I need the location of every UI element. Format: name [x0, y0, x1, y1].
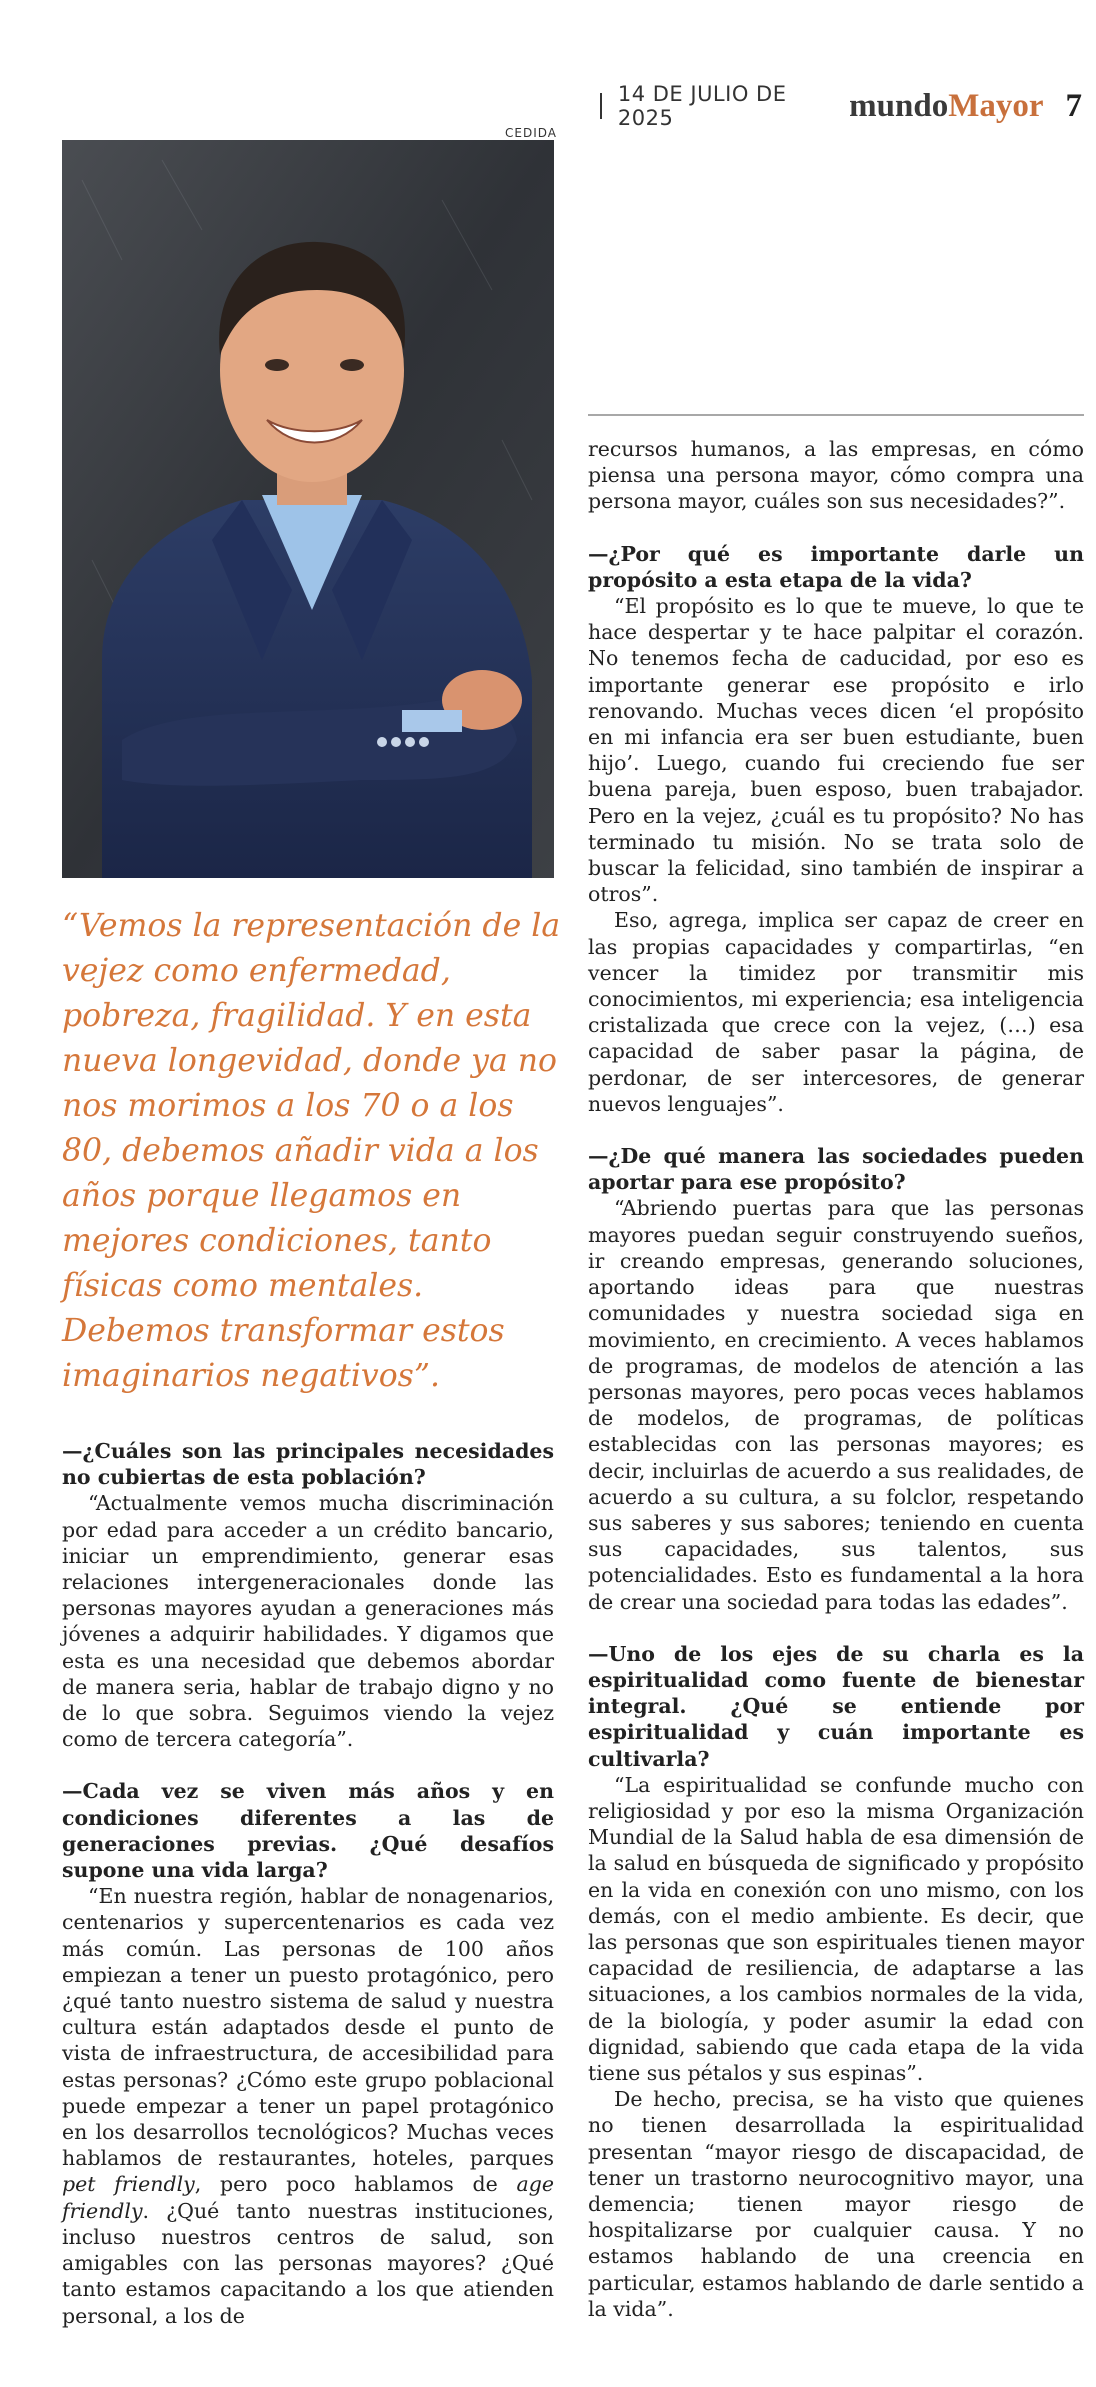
photo-credit: CEDIDA: [505, 126, 557, 140]
answer-2-continued: recursos humanos, a las empresas, en cómo piensa una persona mayor, cómo compra una persona mayor, cuáles son sus necesidades?”.: [588, 437, 1084, 514]
question-2: —Cada vez se viven más años y en condiciones diferentes a las de generaciones previas. ¿Qué desafíos supone una vida larga?: [62, 1779, 554, 1883]
issue-date: 14 DE JULIO DE 2025: [617, 82, 787, 130]
answer-2-text-a: “En nuestra región, hablar de nonagenarios, centenarios y supercentenarios es cada vez más común. Las personas de 100 años empiezan a tener un puesto protagónico, pero ¿qué tanto nuestro sistema de salud y nuestra cultura están adaptados desde el punto de vista de infraestructura, de accesibilidad para estas personas? ¿Cómo este grupo poblacional puede empezar a tener un papel protagónico en los desarrollos tecnológicos? Muchas veces hablamos de restaurantes, hoteles, parques: [62, 1884, 554, 2171]
portrait-photo: [62, 140, 554, 878]
answer-3-paragraph-2: Eso, agrega, implica ser capaz de creer en las propias capacidades y compartirlas, “en vencer la timidez por transmitir mis conocimientos, mi experiencia; esa inteligencia cristalizada que crece con la vejez, (…) esa capacidad de saber pasar la página, de perdonar, de ser intercesores, de generar nuevos lenguajes”.: [588, 908, 1084, 1116]
pull-quote: “Vemos la representación de la vejez como enfermedad, pobreza, fragilidad. Y en esta nueva longevidad, donde ya no nos morimos a los 70 o a los 80, debemos añadir vida a los años porque llegamos en mejores condiciones, tanto físicas como mentales. Debemos transformar estos imaginarios negativos”.: [62, 908, 561, 1394]
question-5: —Uno de los ejes de su charla es la espiritualidad como fuente de bienestar integral. ¿Qué se entiende por espiritualidad y cuán importante es cultivarla?: [588, 1641, 1084, 1771]
header-divider: [600, 93, 602, 119]
answer-5-paragraph-2: De hecho, precisa, se ha visto que quienes no tienen desarrollada la espiritualidad presentan “mayor riesgo de discapacidad, de tener un trastorno neurocognitivo mayor, una demencia; tienen mayor riesgo de hospitalizarse por cualquier causa. Y no estamos hablando de una creencia en particular, estamos hablando de darle sentido a la vida”.: [588, 2087, 1084, 2321]
answer-3: “El propósito es lo que te mueve, lo que te hace despertar y te hace palpitar el corazón. No tenemos fecha de caducidad, por eso es importante generar ese propósito e irlo renovando. Muchas veces dicen ‘el propósito en mi infancia era ser buen estudiante, buen hijo’. Luego, cuando fui creciendo fue ser buena pareja, buen esposo, buen trabajador. Pero en la vejez, ¿cuál es tu propósito? No has terminado tu misión. No se trata solo de buscar la felicidad, sino también de inspirar a otros”.: [588, 594, 1084, 907]
question-3: —¿Por qué es importante darle un propósito a esta etapa de la vida?: [588, 541, 1084, 592]
answer-2: [62, 1883, 554, 2328]
term-pet-friendly: pet friendly: [62, 2172, 195, 2197]
answer-2-text-b: , pero poco hablamos de: [194, 2172, 517, 2197]
page-header: [600, 84, 1082, 128]
term-age-friendly: age friendly: [62, 2172, 554, 2223]
answer-2-text-c: . ¿Qué tanto nuestras instituciones, incluso nuestros centros de salud, son amigables con las personas mayores? ¿Qué tanto estamos capacitando a los que atienden personal, a los de: [62, 2198, 554, 2328]
portrait-illustration: [62, 140, 554, 878]
answer-1: “Actualmente vemos mucha discriminación por edad para acceder a un crédito bancario, iniciar un emprendimiento, generar esas relaciones intergeneracionales donde las personas mayores ayudan a generaciones más jóvenes a adquirir habilidades. Y digamos que esta es una necesidad que debemos abordar de manera seria, hablar de trabajo digno y no de lo que sobra. Seguimos viendo la vejez como de tercera categoría”.: [62, 1491, 554, 1752]
article-column-left: [62, 1438, 554, 2329]
question-1: —¿Cuáles son las principales necesidades no cubiertas de esta población?: [62, 1439, 554, 1490]
publication-logo: [849, 88, 1043, 125]
page-number: 7: [1065, 87, 1082, 124]
answer-5: “La espiritualidad se confunde mucho con religiosidad y por eso la misma Organización Mundial de la Salud habla de esa dimensión de la salud en búsqueda de significado y propósito en la vida en conexión con uno mismo, con los demás, con el medio ambiente. Es decir, que las personas que son espirituales tienen mayor capacidad de resiliencia, de adaptarse a las situaciones, a los cambios normales de la vida, de la biología, y poder asumir la edad con dignidad, sabiendo que cada etapa de la vida tiene sus pétalos y sus espinas”.: [588, 1772, 1084, 2085]
column-rule: [588, 414, 1084, 416]
logo-word-mundo: mundo: [849, 87, 949, 124]
article-column-right: [588, 436, 1084, 2322]
answer-4: “Abriendo puertas para que las personas mayores puedan seguir construyendo sueños, ir creando empresas, generando soluciones, aportando ideas para que nuestras comunidades y nuestra sociedad siga en movimiento, en crecimiento. A veces hablamos de programas, de modelos de atención a las personas mayores, pero pocas veces hablamos de modelos, de programas, de políticas establecidas con las personas mayores; es decir, incluirlas de acuerdo a sus realidades, de acuerdo a su cultura, a su folclor, respetando sus saberes y sus sabores; teniendo en cuenta sus capacidades, sus talentos, sus potencialidades. Esto es fundamental a la hora de crear una sociedad para todas las edades”.: [588, 1196, 1084, 1614]
question-4: —¿De qué manera las sociedades pueden aportar para ese propósito?: [588, 1144, 1084, 1195]
logo-word-mayor: Mayor: [948, 87, 1044, 124]
